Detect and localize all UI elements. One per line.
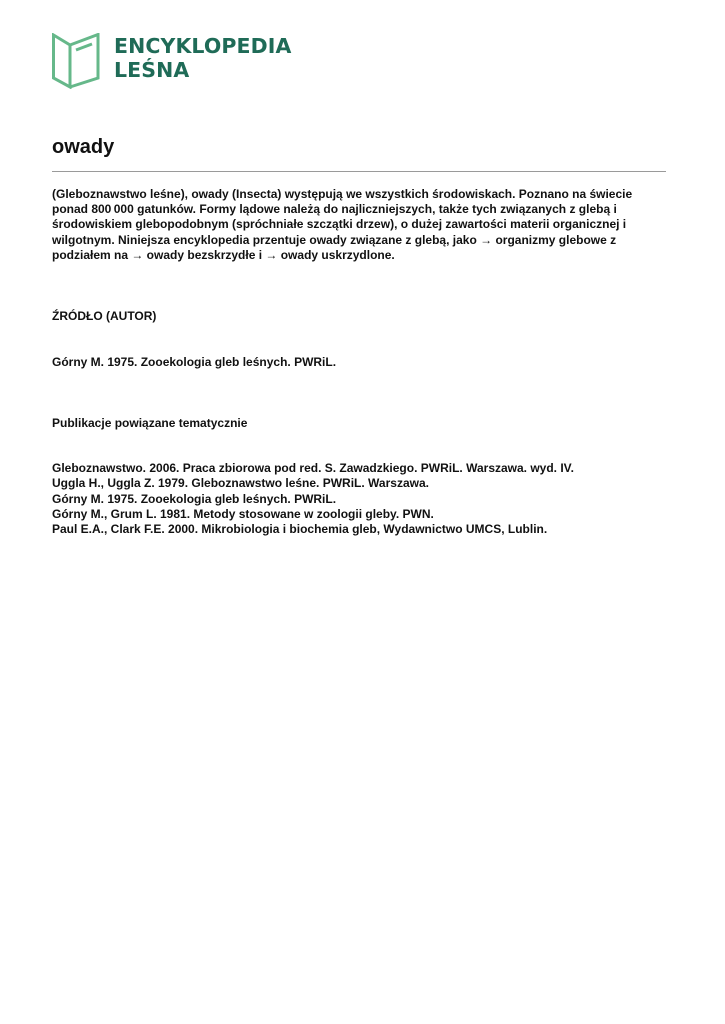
source-text: Górny M. 1975. Zooekologia gleb leśnych. PWRiL. (52, 355, 337, 369)
list-item: Górny M. 1975. Zooekologia gleb leśnych. PWRiL. (52, 491, 337, 506)
related-publications-list (52, 461, 574, 537)
page-title: owady (52, 136, 115, 158)
list-item: Paul E.A., Clark F.E. 2000. Mikrobiologia i biochemia gleb, Wydawnictwo UMCS, Lublin. (52, 522, 548, 537)
title-divider (52, 171, 666, 172)
open-book-icon (52, 33, 100, 89)
logo-line-2: LEŚNA (114, 58, 190, 82)
related-publications-heading: Publikacje powiązane tematycznie (52, 416, 248, 430)
list-item: Górny M., Grum L. 1981. Metody stosowane w zoologii gleby. PWN. (52, 506, 434, 521)
site-logo[interactable] (52, 33, 291, 89)
source-heading: ŹRÓDŁO (AUTOR) (52, 309, 157, 323)
logo-line-1: ENCYKLOPEDIA (114, 34, 292, 58)
logo-wordmark (114, 34, 291, 82)
list-item: Gleboznawstwo. 2006. Praca zbiorowa pod red. S. Zawadzkiego. PWRiL. Warszawa. wyd. IV. (52, 461, 574, 475)
article-body: (Gleboznawstwo leśne), owady (Insecta) występują we wszystkich środowiskach. Poznano na świecie ponad 800 000 gatunków. Formy lądowe należą do najliczniejszych, także tych związanych z glebą i środowiskiem glebopodobnym (spróchniałe szczątki drzew), o dużej zawartości materii organicznej i wilgotnym. Niniejsza encyklopedia przentuje owady związane z glebą, jako → organizmy glebowe z podziałem na → owady bezskrzydłe i → owady uskrzydlone. (52, 187, 633, 262)
list-item: Uggla H., Uggla Z. 1979. Gleboznawstwo leśne. PWRiL. Warszawa. (52, 476, 429, 491)
